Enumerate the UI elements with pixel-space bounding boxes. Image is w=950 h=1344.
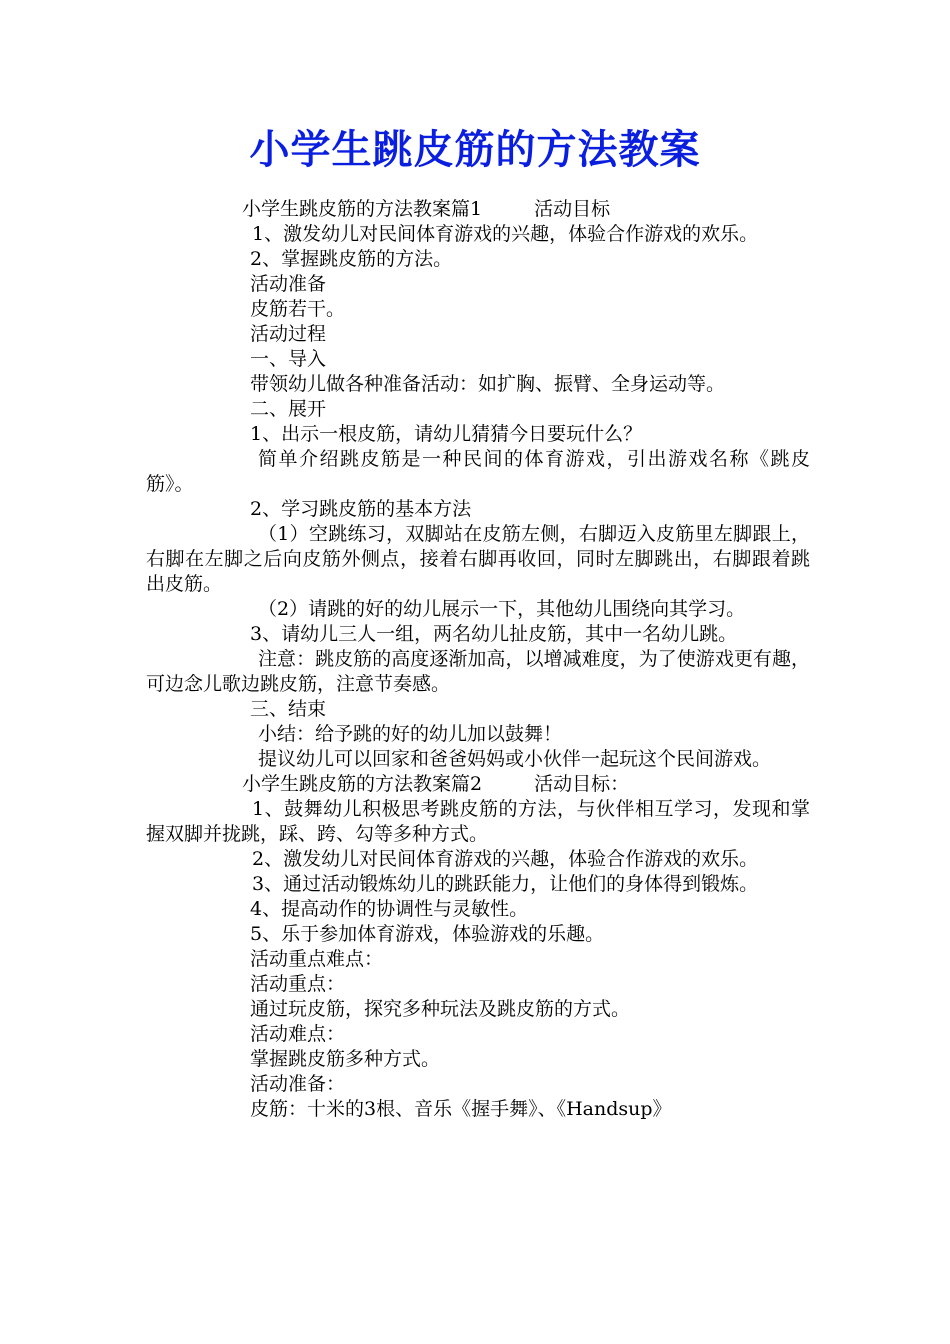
section-heading-2 — [146, 772, 810, 797]
section-heading-1 — [146, 197, 810, 222]
paragraph: 活动过程 — [250, 323, 327, 345]
paragraph: 活动准备 — [250, 273, 327, 295]
paragraph: 皮筋若干。 — [250, 298, 346, 320]
section-title: 小学生跳皮筋的方法教案篇1 — [242, 198, 483, 220]
paragraph: 带领幼儿做各种准备活动：如扩胸、振臂、全身运动等。 — [250, 373, 726, 395]
paragraph: 掌握跳皮筋多种方式。 — [250, 1048, 441, 1070]
document-body — [146, 197, 810, 1122]
paragraph: 注意：跳皮筋的高度逐渐加高，以增减难度，为了使游戏更有趣，可边念儿歌边跳皮筋，注意节奏感。 — [146, 648, 810, 695]
paragraph: 5、乐于参加体育游戏，体验游戏的乐趣。 — [250, 923, 605, 945]
paragraph: 1、激发幼儿对民间体育游戏的兴趣，体验合作游戏的欢乐。 — [252, 223, 759, 245]
section-subtitle: 活动目标 — [534, 198, 611, 220]
paragraph: 提议幼儿可以回家和爸爸妈妈或小伙伴一起玩这个民间游戏。 — [258, 748, 772, 770]
paragraph: 1、出示一根皮筋，请幼儿猜猜今日要玩什么？ — [250, 423, 643, 445]
paragraph: 2、激发幼儿对民间体育游戏的兴趣，体验合作游戏的欢乐。 — [252, 848, 759, 870]
paragraph: 小结：给予跳的好的幼儿加以鼓舞！ — [258, 723, 563, 745]
paragraph: 2、学习跳皮筋的基本方法 — [250, 498, 472, 520]
paragraph: 活动准备： — [250, 1073, 346, 1095]
paragraph: 三、结束 — [250, 698, 327, 720]
paragraph: 1、鼓舞幼儿积极思考跳皮筋的方法，与伙伴相互学习，发现和掌握双脚并拢跳，踩、跨、勾等多种方式。 — [146, 798, 810, 845]
section-subtitle: 活动目标： — [534, 773, 630, 795]
paragraph: 4、提高动作的协调性与灵敏性。 — [250, 898, 529, 920]
paragraph: 通过玩皮筋，探究多种玩法及跳皮筋的方式。 — [250, 998, 631, 1020]
paragraph: 3、通过活动锻炼幼儿的跳跃能力，让他们的身体得到锻炼。 — [252, 873, 759, 895]
paragraph: 一、导入 — [250, 348, 327, 370]
document-title: 小学生跳皮筋的方法教案 — [249, 126, 701, 173]
section-title: 小学生跳皮筋的方法教案篇2 — [242, 773, 483, 795]
paragraph: 活动重点： — [250, 973, 346, 995]
paragraph: 2、掌握跳皮筋的方法。 — [250, 248, 453, 270]
paragraph: 3、请幼儿三人一组，两名幼儿扯皮筋，其中一名幼儿跳。 — [250, 623, 738, 645]
paragraph: 二、展开 — [250, 398, 327, 420]
paragraph: （1）空跳练习，双脚站在皮筋左侧，右脚迈入皮筋里左脚跟上，右脚在左脚之后向皮筋外侧点，接着右脚再收回，同时左脚跳出，右脚跟着跳出皮筋。 — [146, 523, 810, 595]
paragraph: 皮筋：十米的3根、音乐《握手舞》、《Handsup》 — [250, 1098, 672, 1120]
paragraph: 活动难点： — [250, 1023, 346, 1045]
paragraph: 简单介绍跳皮筋是一种民间的体育游戏，引出游戏名称《跳皮筋》。 — [146, 448, 810, 495]
paragraph: 活动重点难点： — [250, 948, 384, 970]
paragraph: （2）请跳的好的幼儿展示一下，其他幼儿围绕向其学习。 — [258, 598, 746, 620]
